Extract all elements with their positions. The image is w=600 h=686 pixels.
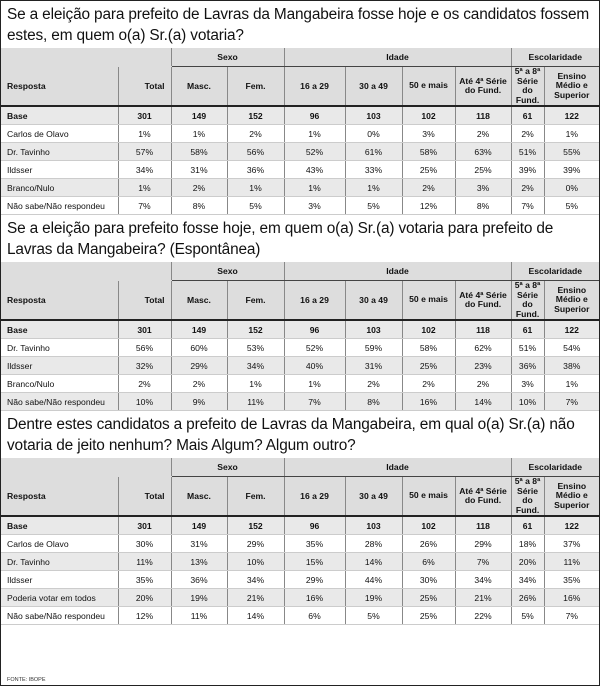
table-cell: 1% xyxy=(118,125,171,143)
row-label: Branco/Nulo xyxy=(1,375,118,393)
table-cell: 34% xyxy=(455,571,511,589)
table-cell: 5% xyxy=(544,197,599,215)
table-row xyxy=(1,393,599,411)
table-cell: 301 xyxy=(118,320,171,339)
table-cell: 57% xyxy=(118,143,171,161)
table-cell: 1% xyxy=(544,375,599,393)
table-cell: 152 xyxy=(227,106,284,125)
table-cell: 32% xyxy=(118,357,171,375)
table-cell: 54% xyxy=(544,339,599,357)
table-row xyxy=(1,535,599,553)
column-header-resposta: Resposta xyxy=(1,477,118,517)
table-cell: 2% xyxy=(402,375,455,393)
table-cell: 7% xyxy=(544,607,599,625)
question-text: Se a eleição para prefeito fosse hoje, em quem o(a) Sr.(a) votaria para prefeito de Lavras da Mangabeira? (Espontânea) xyxy=(7,220,554,258)
table-cell: 0% xyxy=(345,125,402,143)
table-cell: 102 xyxy=(402,106,455,125)
table-row xyxy=(1,339,599,357)
table-cell: 2% xyxy=(227,125,284,143)
table-cell: 33% xyxy=(345,161,402,179)
table-cell: 102 xyxy=(402,320,455,339)
table-cell: 10% xyxy=(511,393,544,411)
table-cell: 8% xyxy=(455,197,511,215)
header-blank xyxy=(1,458,171,477)
table-cell: 31% xyxy=(171,161,227,179)
column-header-a50: 50 e mais xyxy=(402,67,455,107)
column-header-a30_49: 30 a 49 xyxy=(345,281,402,321)
column-header-ate4: Até 4ª Série do Fund. xyxy=(455,477,511,517)
row-label: Base xyxy=(1,106,118,125)
row-label: Não sabe/Não respondeu xyxy=(1,197,118,215)
table-cell: 25% xyxy=(402,589,455,607)
table-row xyxy=(1,197,599,215)
table-cell: 63% xyxy=(455,143,511,161)
table-cell: 1% xyxy=(284,179,345,197)
table-cell: 35% xyxy=(544,571,599,589)
row-label: Base xyxy=(1,516,118,535)
table-cell: 61 xyxy=(511,516,544,535)
table-row xyxy=(1,357,599,375)
table-cell: 1% xyxy=(544,125,599,143)
table-cell: 26% xyxy=(402,535,455,553)
table-cell: 61 xyxy=(511,320,544,339)
table-cell: 1% xyxy=(284,375,345,393)
table-cell: 122 xyxy=(544,106,599,125)
table-cell: 5% xyxy=(227,197,284,215)
table-cell: 122 xyxy=(544,320,599,339)
table-cell: 21% xyxy=(455,589,511,607)
poll-section xyxy=(1,215,599,411)
table-cell: 29% xyxy=(227,535,284,553)
table-row xyxy=(1,161,599,179)
table-cell: 7% xyxy=(284,393,345,411)
table-cell: 1% xyxy=(171,125,227,143)
group-header-idade: Idade xyxy=(284,458,511,477)
column-header-resposta: Resposta xyxy=(1,281,118,321)
table-cell: 37% xyxy=(544,535,599,553)
column-header-masc: Masc. xyxy=(171,477,227,517)
table-cell: 23% xyxy=(455,357,511,375)
table-cell: 53% xyxy=(227,339,284,357)
table-cell: 6% xyxy=(284,607,345,625)
table-cell: 25% xyxy=(402,161,455,179)
table-cell: 11% xyxy=(118,553,171,571)
table-cell: 60% xyxy=(171,339,227,357)
table-cell: 52% xyxy=(284,143,345,161)
table-cell: 25% xyxy=(402,357,455,375)
table-cell: 29% xyxy=(171,357,227,375)
table-cell: 118 xyxy=(455,516,511,535)
table-cell: 34% xyxy=(227,357,284,375)
table-cell: 26% xyxy=(511,589,544,607)
column-header-ate4: Até 4ª Série do Fund. xyxy=(455,67,511,107)
table-cell: 2% xyxy=(118,375,171,393)
column-header-ensino: Ensino Médio e Superior xyxy=(544,477,599,517)
table-cell: 12% xyxy=(402,197,455,215)
table-cell: 19% xyxy=(345,589,402,607)
table-cell: 38% xyxy=(544,357,599,375)
table-cell: 16% xyxy=(402,393,455,411)
table-cell: 31% xyxy=(171,535,227,553)
table-cell: 7% xyxy=(455,553,511,571)
base-row xyxy=(1,320,599,339)
column-header-a16_29: 16 a 29 xyxy=(284,477,345,517)
column-header-s5_8: 5ª a 8ª Série do Fund. xyxy=(511,477,544,517)
row-label: Poderia votar em todos xyxy=(1,589,118,607)
table-cell: 2% xyxy=(511,179,544,197)
table-cell: 16% xyxy=(544,589,599,607)
table-cell: 1% xyxy=(345,179,402,197)
table-cell: 14% xyxy=(345,553,402,571)
table-row xyxy=(1,553,599,571)
column-header-a16_29: 16 a 29 xyxy=(284,281,345,321)
table-row xyxy=(1,571,599,589)
table-cell: 29% xyxy=(455,535,511,553)
table-cell: 35% xyxy=(118,571,171,589)
results-table xyxy=(1,48,599,215)
table-cell: 11% xyxy=(171,607,227,625)
column-header-s5_8: 5ª a 8ª Série do Fund. xyxy=(511,67,544,107)
table-cell: 7% xyxy=(118,197,171,215)
table-cell: 103 xyxy=(345,106,402,125)
table-cell: 1% xyxy=(118,179,171,197)
column-header-resposta: Resposta xyxy=(1,67,118,107)
table-cell: 149 xyxy=(171,320,227,339)
table-cell: 2% xyxy=(345,375,402,393)
table-cell: 19% xyxy=(171,589,227,607)
table-cell: 30% xyxy=(402,571,455,589)
table-cell: 44% xyxy=(345,571,402,589)
table-cell: 0% xyxy=(544,179,599,197)
table-cell: 39% xyxy=(511,161,544,179)
poll-section xyxy=(1,1,599,215)
table-cell: 152 xyxy=(227,516,284,535)
group-header-escolaridade: Escolaridade xyxy=(511,48,599,67)
table-cell: 102 xyxy=(402,516,455,535)
table-cell: 7% xyxy=(544,393,599,411)
table-cell: 51% xyxy=(511,339,544,357)
table-cell: 3% xyxy=(402,125,455,143)
table-cell: 2% xyxy=(455,375,511,393)
table-cell: 12% xyxy=(118,607,171,625)
table-cell: 36% xyxy=(227,161,284,179)
row-label: Ildsser xyxy=(1,357,118,375)
column-header-a30_49: 30 a 49 xyxy=(345,67,402,107)
table-cell: 61% xyxy=(345,143,402,161)
table-cell: 58% xyxy=(402,339,455,357)
group-header-sexo: Sexo xyxy=(171,458,284,477)
table-cell: 1% xyxy=(284,125,345,143)
group-header-idade: Idade xyxy=(284,48,511,67)
column-header-fem: Fem. xyxy=(227,67,284,107)
table-cell: 2% xyxy=(171,179,227,197)
column-header-masc: Masc. xyxy=(171,67,227,107)
table-cell: 11% xyxy=(544,553,599,571)
table-cell: 35% xyxy=(284,535,345,553)
table-cell: 3% xyxy=(511,375,544,393)
column-header-ate4: Até 4ª Série do Fund. xyxy=(455,281,511,321)
table-cell: 10% xyxy=(118,393,171,411)
table-cell: 14% xyxy=(455,393,511,411)
row-label: Ildsser xyxy=(1,571,118,589)
row-label: Carlos de Olavo xyxy=(1,535,118,553)
table-cell: 1% xyxy=(227,179,284,197)
table-cell: 118 xyxy=(455,320,511,339)
table-cell: 5% xyxy=(345,197,402,215)
table-cell: 149 xyxy=(171,516,227,535)
table-cell: 20% xyxy=(118,589,171,607)
table-cell: 5% xyxy=(511,607,544,625)
table-cell: 3% xyxy=(284,197,345,215)
header-blank xyxy=(1,48,171,67)
results-table xyxy=(1,262,599,411)
table-cell: 43% xyxy=(284,161,345,179)
table-cell: 118 xyxy=(455,106,511,125)
base-row xyxy=(1,106,599,125)
table-cell: 14% xyxy=(227,607,284,625)
column-header-ensino: Ensino Médio e Superior xyxy=(544,67,599,107)
table-cell: 56% xyxy=(118,339,171,357)
group-header-escolaridade: Escolaridade xyxy=(511,262,599,281)
table-cell: 34% xyxy=(227,571,284,589)
table-row xyxy=(1,607,599,625)
table-cell: 3% xyxy=(455,179,511,197)
table-cell: 8% xyxy=(171,197,227,215)
table-cell: 34% xyxy=(511,571,544,589)
column-header-fem: Fem. xyxy=(227,477,284,517)
table-cell: 2% xyxy=(402,179,455,197)
table-cell: 62% xyxy=(455,339,511,357)
row-label: Branco/Nulo xyxy=(1,179,118,197)
question-text: Dentre estes candidatos a prefeito de Lavras da Mangabeira, em qual o(a) Sr.(a) não votaria de jeito nenhum? Mais Algum? Algum outro? xyxy=(7,416,575,454)
table-cell: 25% xyxy=(402,607,455,625)
question-text: Se a eleição para prefeito de Lavras da Mangabeira fosse hoje e os candidatos fossem estes, em quem o(a) Sr.(a) votaria? xyxy=(7,6,590,44)
group-header-sexo: Sexo xyxy=(171,48,284,67)
table-cell: 59% xyxy=(345,339,402,357)
table-cell: 301 xyxy=(118,516,171,535)
table-cell: 1% xyxy=(227,375,284,393)
column-header-total: Total xyxy=(118,477,171,517)
source-note: FONTE: IBOPE xyxy=(7,677,46,683)
column-header-a30_49: 30 a 49 xyxy=(345,477,402,517)
table-cell: 22% xyxy=(455,607,511,625)
table-cell: 52% xyxy=(284,339,345,357)
table-cell: 96 xyxy=(284,320,345,339)
table-cell: 28% xyxy=(345,535,402,553)
column-header-a50: 50 e mais xyxy=(402,281,455,321)
table-cell: 34% xyxy=(118,161,171,179)
table-cell: 152 xyxy=(227,320,284,339)
table-cell: 56% xyxy=(227,143,284,161)
row-label: Ildsser xyxy=(1,161,118,179)
row-label: Base xyxy=(1,320,118,339)
header-blank xyxy=(1,262,171,281)
table-cell: 122 xyxy=(544,516,599,535)
table-cell: 2% xyxy=(511,125,544,143)
table-cell: 96 xyxy=(284,516,345,535)
table-cell: 16% xyxy=(284,589,345,607)
table-cell: 7% xyxy=(511,197,544,215)
table-cell: 15% xyxy=(284,553,345,571)
table-cell: 103 xyxy=(345,320,402,339)
table-cell: 25% xyxy=(455,161,511,179)
table-cell: 39% xyxy=(544,161,599,179)
results-table xyxy=(1,458,599,625)
table-cell: 5% xyxy=(345,607,402,625)
table-cell: 55% xyxy=(544,143,599,161)
column-header-masc: Masc. xyxy=(171,281,227,321)
table-row xyxy=(1,125,599,143)
column-header-total: Total xyxy=(118,281,171,321)
poll-section xyxy=(1,411,599,625)
column-header-a50: 50 e mais xyxy=(402,477,455,517)
row-label: Carlos de Olavo xyxy=(1,125,118,143)
row-label: Dr. Tavinho xyxy=(1,553,118,571)
table-cell: 40% xyxy=(284,357,345,375)
table-cell: 29% xyxy=(284,571,345,589)
table-cell: 18% xyxy=(511,535,544,553)
table-cell: 58% xyxy=(171,143,227,161)
table-cell: 11% xyxy=(227,393,284,411)
table-cell: 58% xyxy=(402,143,455,161)
table-row xyxy=(1,375,599,393)
table-row xyxy=(1,589,599,607)
column-header-ensino: Ensino Médio e Superior xyxy=(544,281,599,321)
table-cell: 2% xyxy=(171,375,227,393)
table-cell: 30% xyxy=(118,535,171,553)
table-row xyxy=(1,143,599,161)
group-header-escolaridade: Escolaridade xyxy=(511,458,599,477)
column-header-total: Total xyxy=(118,67,171,107)
table-cell: 2% xyxy=(455,125,511,143)
table-cell: 149 xyxy=(171,106,227,125)
table-cell: 10% xyxy=(227,553,284,571)
table-cell: 8% xyxy=(345,393,402,411)
row-label: Dr. Tavinho xyxy=(1,339,118,357)
column-header-fem: Fem. xyxy=(227,281,284,321)
table-cell: 96 xyxy=(284,106,345,125)
table-cell: 9% xyxy=(171,393,227,411)
base-row xyxy=(1,516,599,535)
poll-sections xyxy=(1,1,599,625)
row-label: Não sabe/Não respondeu xyxy=(1,607,118,625)
table-cell: 31% xyxy=(345,357,402,375)
table-cell: 36% xyxy=(511,357,544,375)
table-cell: 20% xyxy=(511,553,544,571)
table-cell: 21% xyxy=(227,589,284,607)
table-cell: 13% xyxy=(171,553,227,571)
table-row xyxy=(1,179,599,197)
column-header-s5_8: 5ª a 8ª Série do Fund. xyxy=(511,281,544,321)
group-header-idade: Idade xyxy=(284,262,511,281)
table-cell: 301 xyxy=(118,106,171,125)
table-cell: 36% xyxy=(171,571,227,589)
table-cell: 51% xyxy=(511,143,544,161)
column-header-a16_29: 16 a 29 xyxy=(284,67,345,107)
table-cell: 103 xyxy=(345,516,402,535)
row-label: Dr. Tavinho xyxy=(1,143,118,161)
table-cell: 6% xyxy=(402,553,455,571)
group-header-sexo: Sexo xyxy=(171,262,284,281)
table-cell: 61 xyxy=(511,106,544,125)
row-label: Não sabe/Não respondeu xyxy=(1,393,118,411)
